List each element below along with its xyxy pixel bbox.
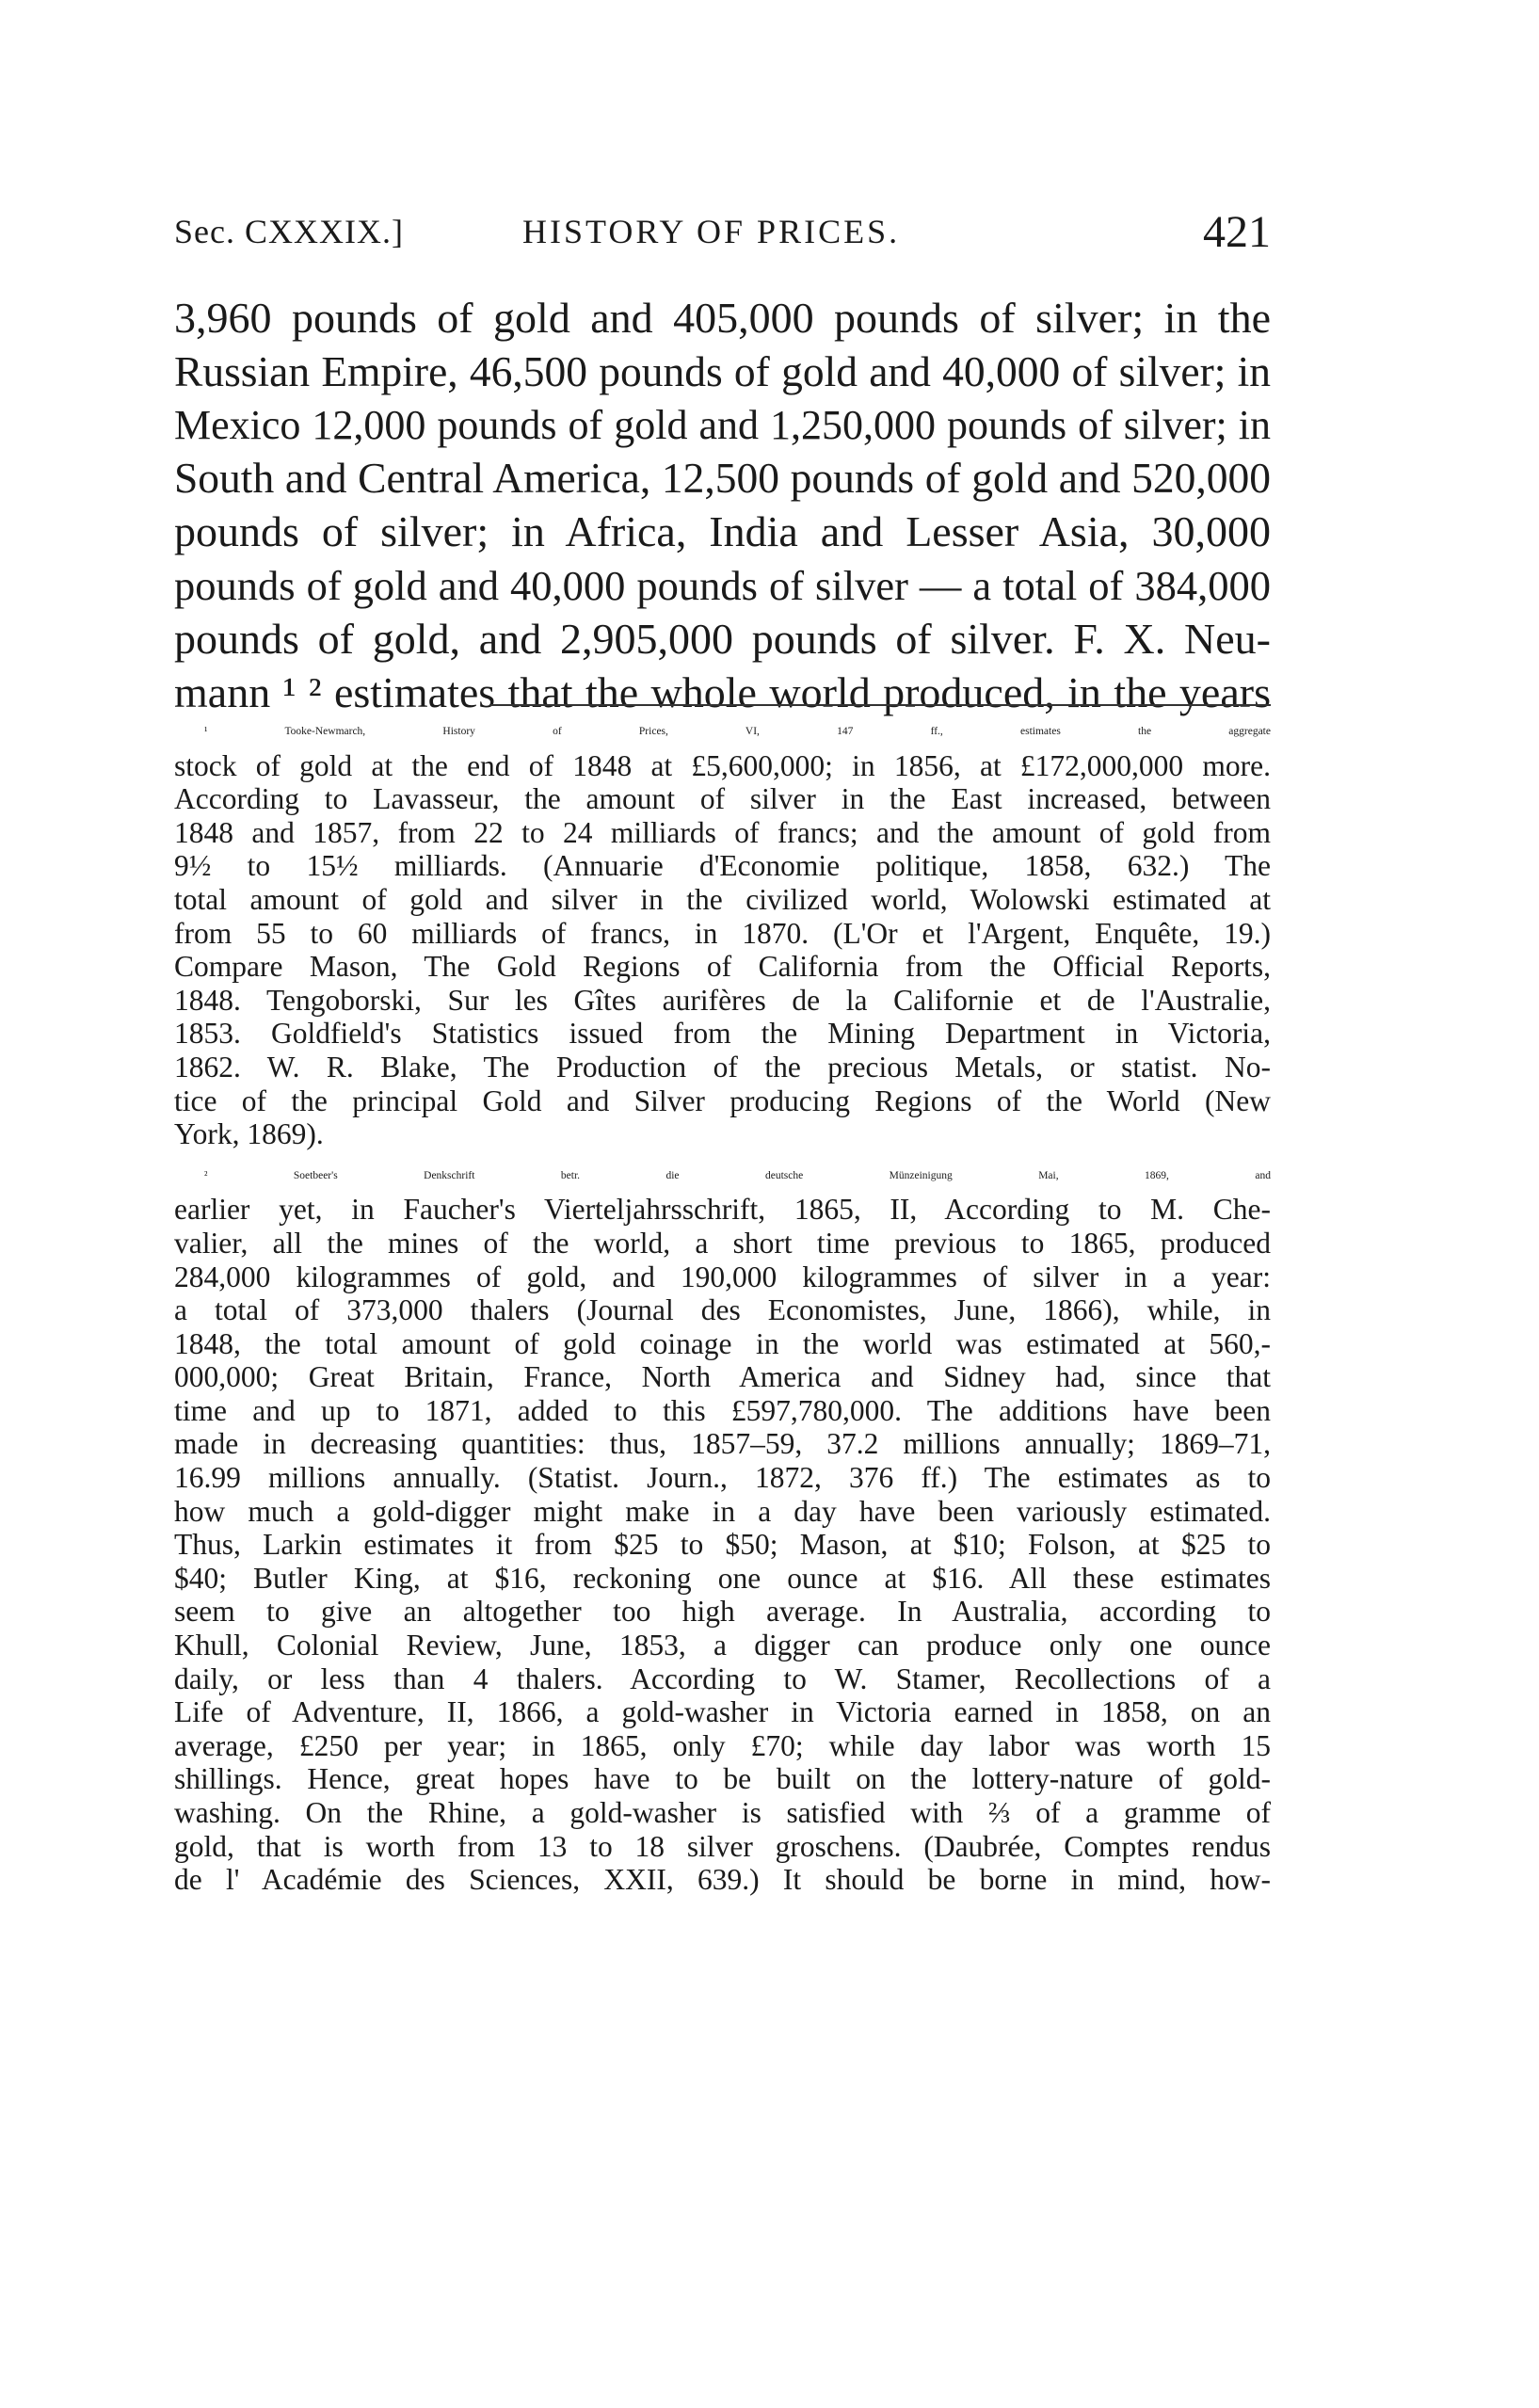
section-label: Sec. CXXXIX.] <box>174 213 404 250</box>
running-title: HISTORY OF PRICES. <box>522 213 901 250</box>
main-text <box>174 292 1271 719</box>
footnote-2 <box>174 1160 1271 1897</box>
footnote-line: daily, or less than 4 thalers. According to W. Stamer, Recollections of a <box>174 1662 1271 1695</box>
body-line: South and Central America, 12,500 pounds of gold and 520,000 <box>174 454 1271 503</box>
footnote-line: made in decreasing quantities: thus, 1857–59, 37.2 millions annually; 1869–71, <box>174 1427 1271 1461</box>
body-line: 3,960 pounds of gold and 405,000 pounds of silver; in the <box>174 294 1271 342</box>
footnote-line: gold, that is worth from 13 to 18 silver groschens. (Daubrée, Comptes rendus <box>174 1829 1271 1863</box>
footnote-line: total amount of gold and silver in the civilized world, Wolowski estimated at <box>174 882 1271 916</box>
footnote-line: 1853. Goldfield's Statistics issued from the Mining Department in Victoria, <box>174 1017 1271 1051</box>
footnote-line: time and up to 1871, added to this £597,780,000. The additions have been <box>174 1393 1271 1427</box>
footnote-divider <box>489 704 1271 706</box>
footnote-line: $40; Butler King, at $16, reckoning one ounce at $16. All these estimates <box>174 1561 1271 1595</box>
footnote-line: average, £250 per year; in 1865, only £70; while day labor was worth 15 <box>174 1728 1271 1762</box>
running-header <box>174 207 1271 268</box>
footnote-line: Compare Mason, The Gold Regions of California from the Official Reports, <box>174 950 1271 984</box>
footnote-line: 1862. W. R. Blake, The Production of the precious Metals, or statist. No- <box>174 1050 1271 1084</box>
body-line: Russian Empire, 46,500 pounds of gold and 40,000 of silver; in <box>174 346 1271 395</box>
body-line: pounds of gold, and 2,905,000 pounds of silver. F. X. Neu- <box>174 614 1271 663</box>
footnote-line: 16.99 millions annually. (Statist. Journ., 1872, 376 ff.) The estimates as to <box>174 1461 1271 1495</box>
footnote-line: 9½ to 15½ milliards. (Annuarie d'Economie politique, 1858, 632.) The <box>174 849 1271 883</box>
footnote-line: valier, all the mines of the world, a short time previous to 1865, produced <box>174 1226 1271 1260</box>
footnote-line: Khull, Colonial Review, June, 1853, a digger can produce only one ounce <box>174 1629 1271 1662</box>
footnote-line: washing. On the Rhine, a gold-washer is satisfied with ⅔ of a gramme of <box>174 1796 1271 1829</box>
footnote-line: Life of Adventure, II, 1866, a gold-washer in Victoria earned in 1858, on an <box>174 1695 1271 1729</box>
footnote-line: York, 1869). <box>174 1117 324 1151</box>
footnote-line: how much a gold-digger might make in a day have been variously estimated. <box>174 1494 1271 1528</box>
footnote-1 <box>174 715 1271 1151</box>
body-line: pounds of gold and 40,000 pounds of silver — a total of 384,000 <box>174 561 1271 609</box>
footnote-line: 000,000; Great Britain, France, North America and Sidney had, since that <box>174 1360 1271 1394</box>
body-line: pounds of silver; in Africa, India and Lesser Asia, 30,000 <box>174 507 1271 556</box>
footnote-line: ¹ Tooke-Newmarch, History of Prices, VI, 147 ff., estimates the aggregate <box>204 726 1271 737</box>
body-line: Mexico 12,000 pounds of gold and 1,250,000 pounds of silver; in <box>174 401 1271 448</box>
footnote-line: de l' Académie des Sciences, XXII, 639.) It should be borne in mind, how- <box>174 1863 1271 1897</box>
footnote-line: Thus, Larkin estimates it from $25 to $50; Mason, at $10; Folson, at $25 to <box>174 1528 1271 1562</box>
footnote-line: 1848. Tengoborski, Sur les Gîtes aurifères de la Californie et de l'Australie, <box>174 983 1271 1017</box>
footnote-line: ² Soetbeer's Denkschrift betr. die deutsche Münzeinigung Mai, 1869, and <box>204 1169 1271 1181</box>
footnote-line: seem to give an altogether too high average. In Australia, according to <box>174 1595 1271 1629</box>
footnote-line: stock of gold at the end of 1848 at £5,600,000; in 1856, at £172,000,000 more. <box>174 748 1271 782</box>
footnote-line: tice of the principal Gold and Silver producing Regions of the World (New <box>174 1084 1271 1117</box>
footnote-line: According to Lavasseur, the amount of silver in the East increased, between <box>174 782 1271 816</box>
footnote-line: shillings. Hence, great hopes have to be built on the lottery-nature of gold- <box>174 1762 1271 1796</box>
footnote-line: earlier yet, in Faucher's Vierteljahrsschrift, 1865, II, According to M. Che- <box>174 1193 1271 1227</box>
footnote-line: 1848, the total amount of gold coinage in the world was estimated at 560,- <box>174 1326 1271 1360</box>
page-number: 421 <box>1203 207 1271 257</box>
footnote-line: 284,000 kilogrammes of gold, and 190,000 kilogrammes of silver in a year: <box>174 1260 1271 1293</box>
footnote-line: a total of 373,000 thalers (Journal des Economistes, June, 1866), while, in <box>174 1293 1271 1327</box>
footnotes <box>174 715 1271 1897</box>
footnote-line: 1848 and 1857, from 22 to 24 milliards of francs; and the amount of gold from <box>174 815 1271 849</box>
footnote-line: from 55 to 60 milliards of francs, in 1870. (L'Or et l'Argent, Enquête, 19.) <box>174 916 1271 950</box>
body-line: mann ¹ ² estimates that the whole world produced, in the years <box>174 667 1271 716</box>
